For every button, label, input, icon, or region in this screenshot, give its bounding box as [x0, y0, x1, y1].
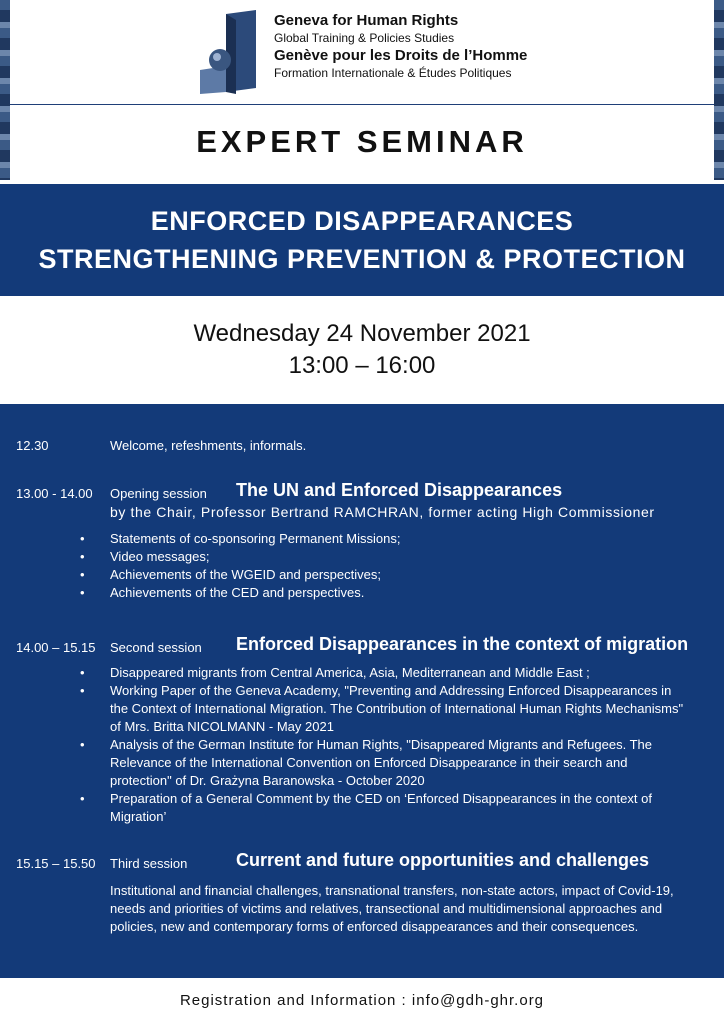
- list-item: • Video messages;: [110, 548, 690, 566]
- program-section: [0, 404, 724, 978]
- org-subtitle-en: Global Training & Policies Studies: [274, 31, 455, 45]
- session3-title: Current and future opportunities and challenges: [236, 850, 650, 870]
- session3-description: Institutional and financial challenges, transnational transfers, non-state actors, impact of Covid-19, needs and priorities of victims and relatives, transectional and multidimensional approaches and policies, new and contemporary forms of enforced disappearances and their consequences.: [110, 883, 674, 934]
- session3-time: 15.15 – 15.50: [16, 856, 96, 871]
- list-item: • Disappeared migrants from Central America, Asia, Mediterranean and Middle East ;: [110, 664, 690, 682]
- title-band: [0, 184, 724, 296]
- session2-time: 14.00 – 15.15: [16, 640, 96, 655]
- session1-chair: by the Chair, Professor Bertrand RAMCHRAN, former acting High Commissioner: [110, 504, 655, 520]
- session1-time: 13.00 - 14.00: [16, 486, 93, 501]
- list-item: • Statements of co-sponsoring Permanent Missions;: [110, 530, 690, 548]
- header: [0, 0, 724, 104]
- session2-list: [110, 664, 690, 826]
- header-divider: [10, 104, 714, 105]
- session2-label: Second session: [110, 640, 202, 655]
- session2-title: Enforced Disappearances in the context of migration: [236, 634, 689, 654]
- session1-label: Opening session: [110, 486, 207, 501]
- event-type-heading: EXPERT SEMINAR: [196, 124, 528, 159]
- title-line-1: ENFORCED DISAPPEARANCES: [150, 206, 574, 236]
- event-date-block: [0, 318, 724, 382]
- welcome-text: Welcome, refeshments, informals.: [110, 438, 307, 453]
- list-item: • Achievements of the WGEID and perspectives;: [110, 566, 690, 584]
- session1-title: The UN and Enforced Disappearances: [236, 480, 563, 500]
- organization-name-block: [274, 12, 527, 81]
- session3-label: Third session: [110, 856, 188, 871]
- organization-logo: [196, 10, 266, 94]
- event-date: Wednesday 24 November 2021: [193, 320, 531, 347]
- registration-footer: Registration and Information : info@gdh-ghr.org: [179, 992, 545, 1009]
- list-item: • Analysis of the German Institute for Human Rights, "Disappeared Migrants and Refugees. The Relevance of the International Convention on Enforced Disappearance in their search and protection" of Dr. Grażyna Baranowska - October 2020: [110, 736, 690, 790]
- org-subtitle-fr: Formation Internationale & Études Politiques: [274, 66, 512, 80]
- title-line-2: STRENGTHENING PREVENTION & PROTECTION: [38, 244, 686, 274]
- session1-list: [110, 530, 690, 602]
- welcome-time: 12.30: [16, 438, 49, 453]
- list-item: • Achievements of the CED and perspectives.: [110, 584, 690, 602]
- list-item: • Working Paper of the Geneva Academy, "Preventing and Addressing Enforced Disappearances in the Context of International Migration. The Contribution of International Human Rights Mechanisms" of Mrs. Britta NICOLMANN - May 2021: [110, 682, 690, 736]
- org-name-en: Geneva for Human Rights: [274, 12, 459, 29]
- org-name-fr: Genève pour les Droits de l’Homme: [274, 47, 528, 64]
- event-hours: 13:00 – 16:00: [288, 352, 436, 379]
- list-item: • Preparation of a General Comment by the CED on ‘Enforced Disappearances in the context of Migration’: [110, 790, 690, 826]
